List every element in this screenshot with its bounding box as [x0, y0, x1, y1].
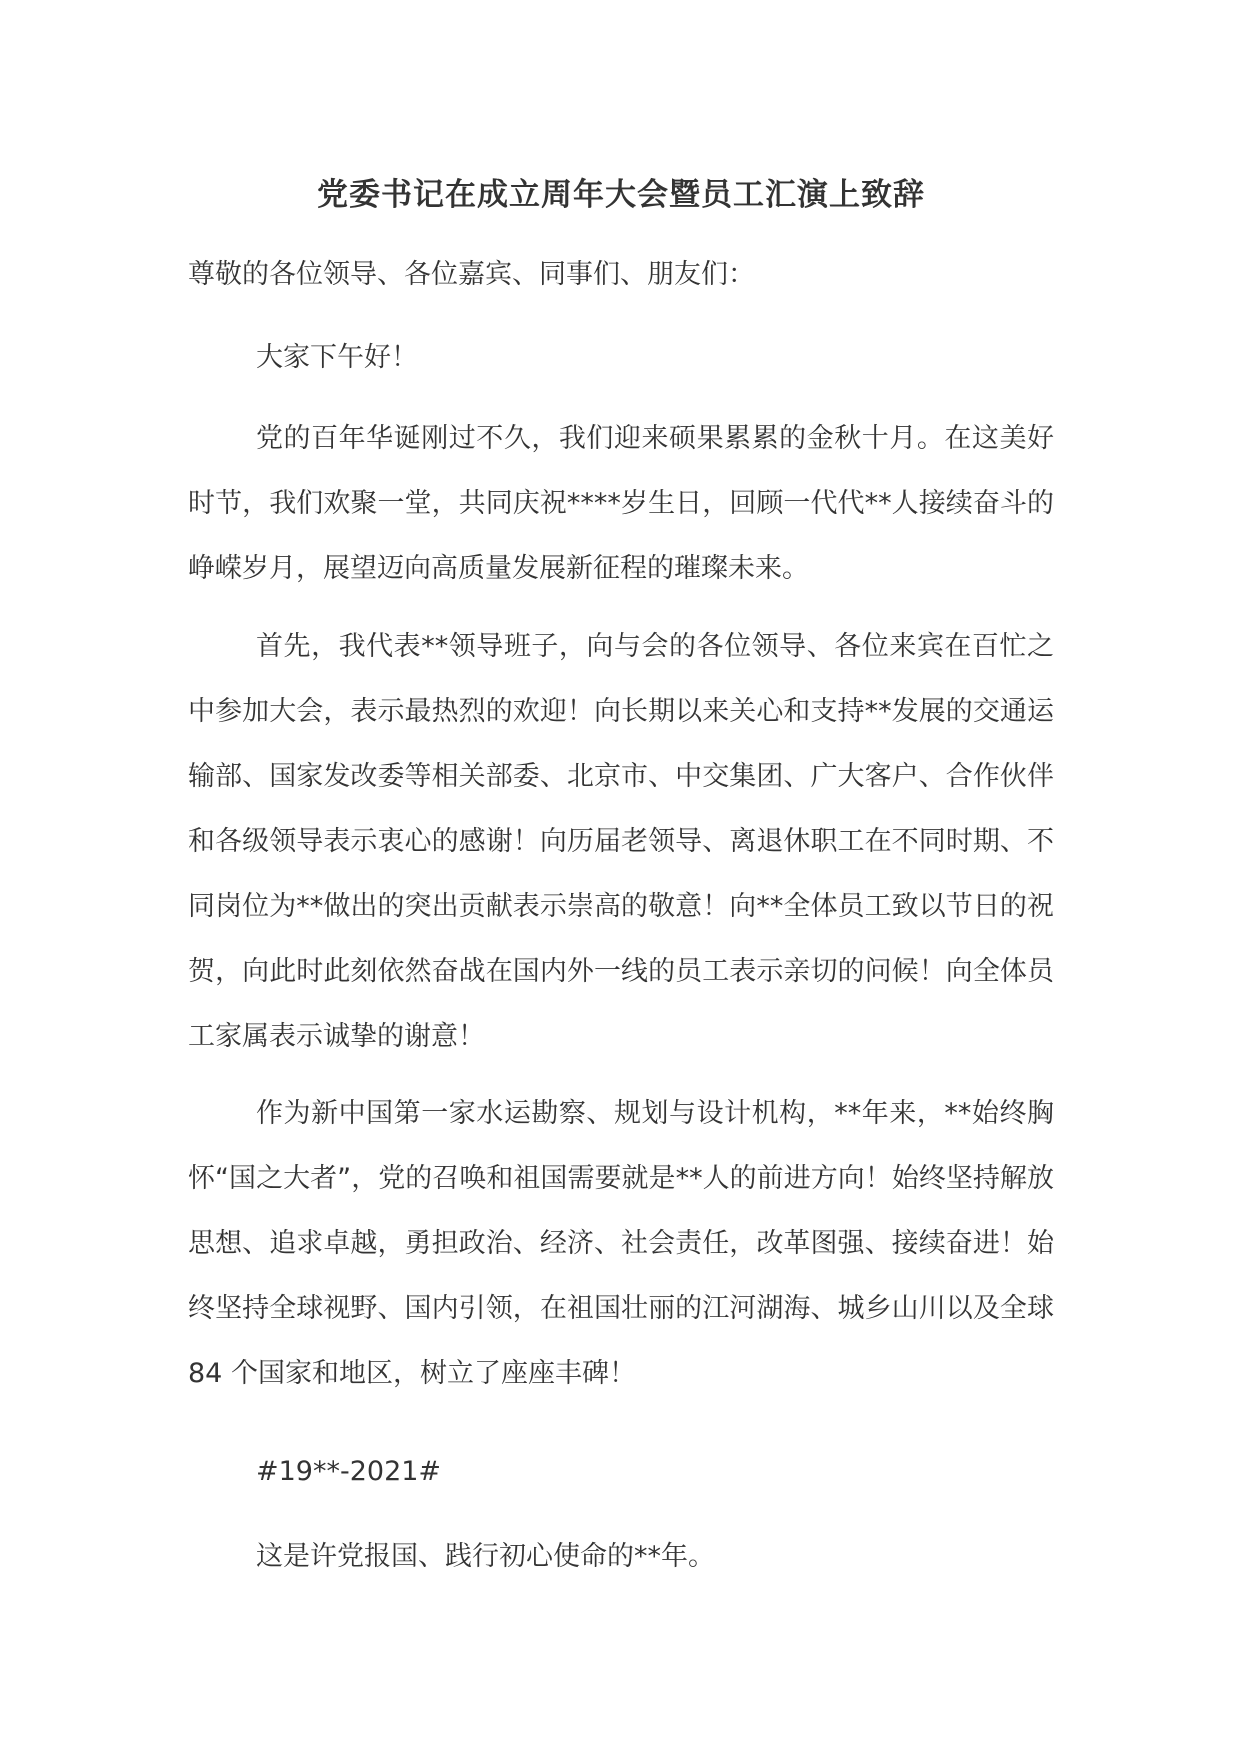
salutation: 尊敬的各位领导、各位嘉宾、同事们、朋友们：	[188, 259, 755, 290]
paragraph-mission: 这是许党报国、践行初心使命的**年。	[256, 1541, 715, 1572]
paragraph-greeting: 大家下午好！	[256, 342, 418, 373]
paragraph-opening: 党的百年华诞刚过不久，我们迎来硕果累累的金秋十月。在这美好时节，我们欢聚一堂，共同庆祝****岁生日，回顾一代代**人接续奋斗的峥嵘岁月，展望迈向高质量发展新征程的璀璨未来。	[188, 423, 1054, 584]
paragraph-thanks: 首先，我代表**领导班子，向与会的各位领导、各位来宾在百忙之中参加大会，表示最热烈的欢迎！向长期以来关心和支持**发展的交通运输部、国家发改委等相关部委、北京市、中交集团、广大客户、合作伙伴和各级领导表示衷心的感谢！向历届老领导、离退休职工在不同时期、不同岗位为**做出的突出贡献表示崇高的敬意！向**全体员工致以节日的祝贺，向此时此刻依然奋战在国内外一线的员工表示亲切的问候！向全体员工家属表示诚挚的谢意！	[188, 631, 1054, 1052]
paragraph-year-range: #19**-2021#	[256, 1456, 442, 1487]
document-title: 党委书记在成立周年大会暨员工汇演上致辞	[317, 177, 925, 213]
paragraph-history: 作为新中国第一家水运勘察、规划与设计机构，**年来，**始终胸怀“国之大者”，党的召唤和祖国需要就是**人的前进方向！始终坚持解放思想、追求卓越，勇担政治、经济、社会责任，改革图强、接续奋进！始终坚持全球视野、国内引领，在祖国壮丽的江河湖海、城乡山川以及全球 84 个国家和地区，树立了座座丰碑！	[188, 1098, 1054, 1389]
